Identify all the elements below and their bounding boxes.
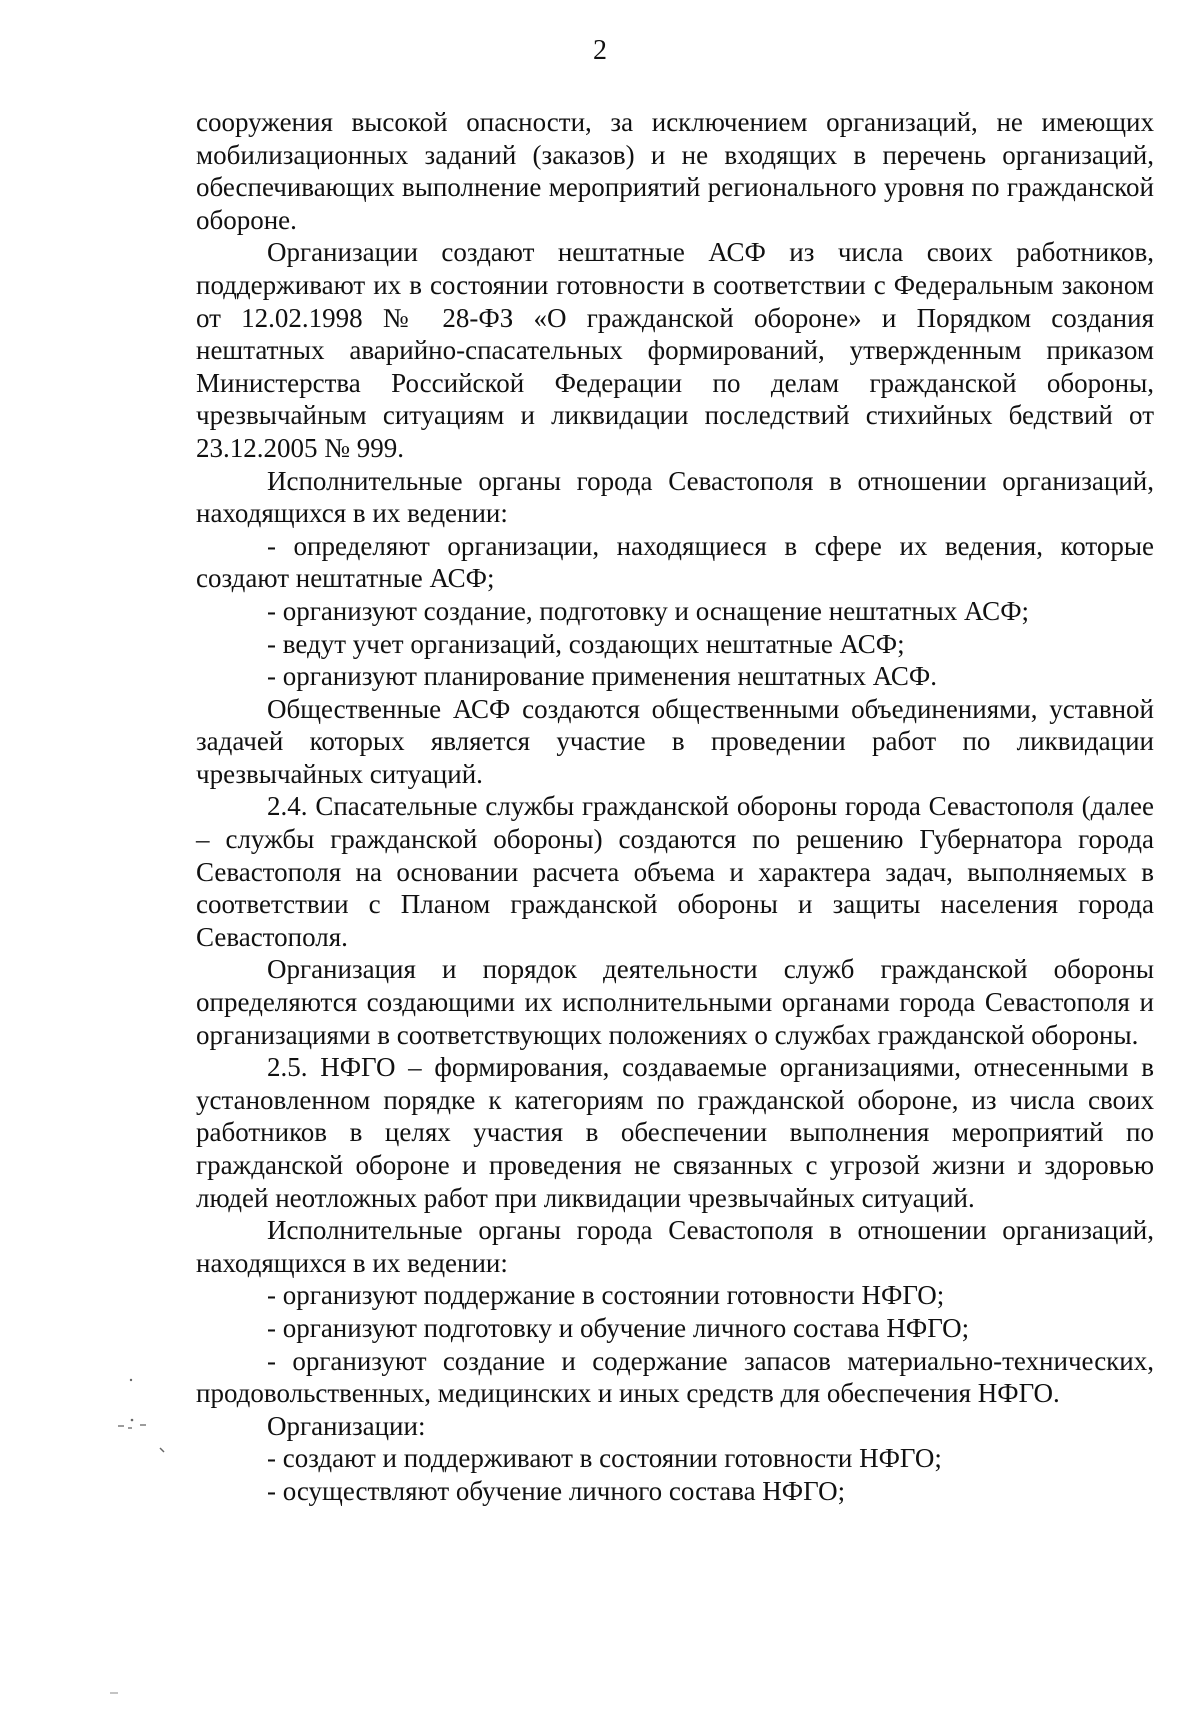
list-item-maintain-readiness: - организуют поддержание в состоянии готовности НФГО;: [267, 1280, 945, 1311]
paragraph-public-asf: Общественные АСФ создаются общественными объединениями, уставной задачей которых является участие в проведении работ по ликвидации чрезвычайных ситуаций.: [196, 693, 1154, 789]
list-item-training-personnel: - осуществляют обучение личного состава НФГО;: [267, 1475, 846, 1506]
paragraph-organizations-create-asf: Организации создают нештатные АСФ из числа своих работников, поддерживают их в состоянии готовности в соответствии с Федеральным законом от 12.02.1998 № 28-ФЗ «О гражданской обороне» и Порядком создания нештатных аварийно-спасательных формирований, утвержденным приказом Министерства Российской Федерации по делам гражданской обороны, чрезвычайным ситуациям и ликвидации последствий стихийных бедствий от 23.12.2005 № 999.: [196, 237, 1154, 463]
document-body: [196, 106, 1154, 1508]
paragraph-services-organization: Организация и порядок деятельности служб гражданской обороны определяются создающими их исполнительными органами города Севастополя и организациями в соответствующих положениях о службах гражданской обороны.: [196, 954, 1154, 1050]
paragraph-section-2-5: 2.5. НФГО – формирования, создаваемые организациями, отнесенными в установленном порядке к категориям по гражданской обороне, из числа своих работников в целях участия в обеспечении выполнения мероприятий по гражданской обороне и проведения не связанных с угрозой жизни и здоровью людей неотложных работ при ликвидации чрезвычайных ситуаций.: [196, 1052, 1154, 1213]
paragraph-organizations-heading: Организации:: [267, 1410, 426, 1441]
page-number: 2: [593, 35, 607, 66]
list-item-training: - организуют подготовку и обучение личного состава НФГО;: [267, 1312, 970, 1343]
list-item-create-maintain: - создают и поддерживают в состоянии готовности НФГО;: [267, 1443, 942, 1474]
list-item-organize-planning: - организуют планирование применения нештатных АСФ.: [267, 661, 937, 692]
list-item-organize-creation: - организуют создание, подготовку и оснащение нештатных АСФ;: [267, 595, 1030, 626]
paragraph-executive-bodies-intro: Исполнительные органы города Севастополя в отношении организаций, находящихся в их ведении:: [196, 465, 1154, 529]
list-item-define-organizations: - определяют организации, находящиеся в сфере их ведения, которые создают нештатные АСФ;: [196, 530, 1154, 594]
list-item-keep-records: - ведут учет организаций, создающих нештатные АСФ;: [267, 628, 905, 659]
scan-artifact: [0, 0, 200, 1710]
paragraph-section-2-4: 2.4. Спасательные службы гражданской обороны города Севастополя (далее – службы гражданской обороны) создаются по решению Губернатора города Севастополя на основании расчета объема и характера задач, выполняемых в соответствии с Планом гражданской обороны и защиты населения города Севастополя.: [196, 791, 1154, 952]
list-item-reserves: - организуют создание и содержание запасов материально-технических, продовольственных, медицинских и иных средств для обеспечения НФГО.: [196, 1345, 1154, 1409]
paragraph-continuation: сооружения высокой опасности, за исключением организаций, не имеющих мобилизационных заданий (заказов) и не входящих в перечень организаций, обеспечивающих выполнение мероприятий регионального уровня по гражданской обороне.: [196, 107, 1154, 235]
paragraph-executive-bodies-intro-2: Исполнительные органы города Севастополя в отношении организаций, находящихся в их ведении:: [196, 1215, 1154, 1278]
